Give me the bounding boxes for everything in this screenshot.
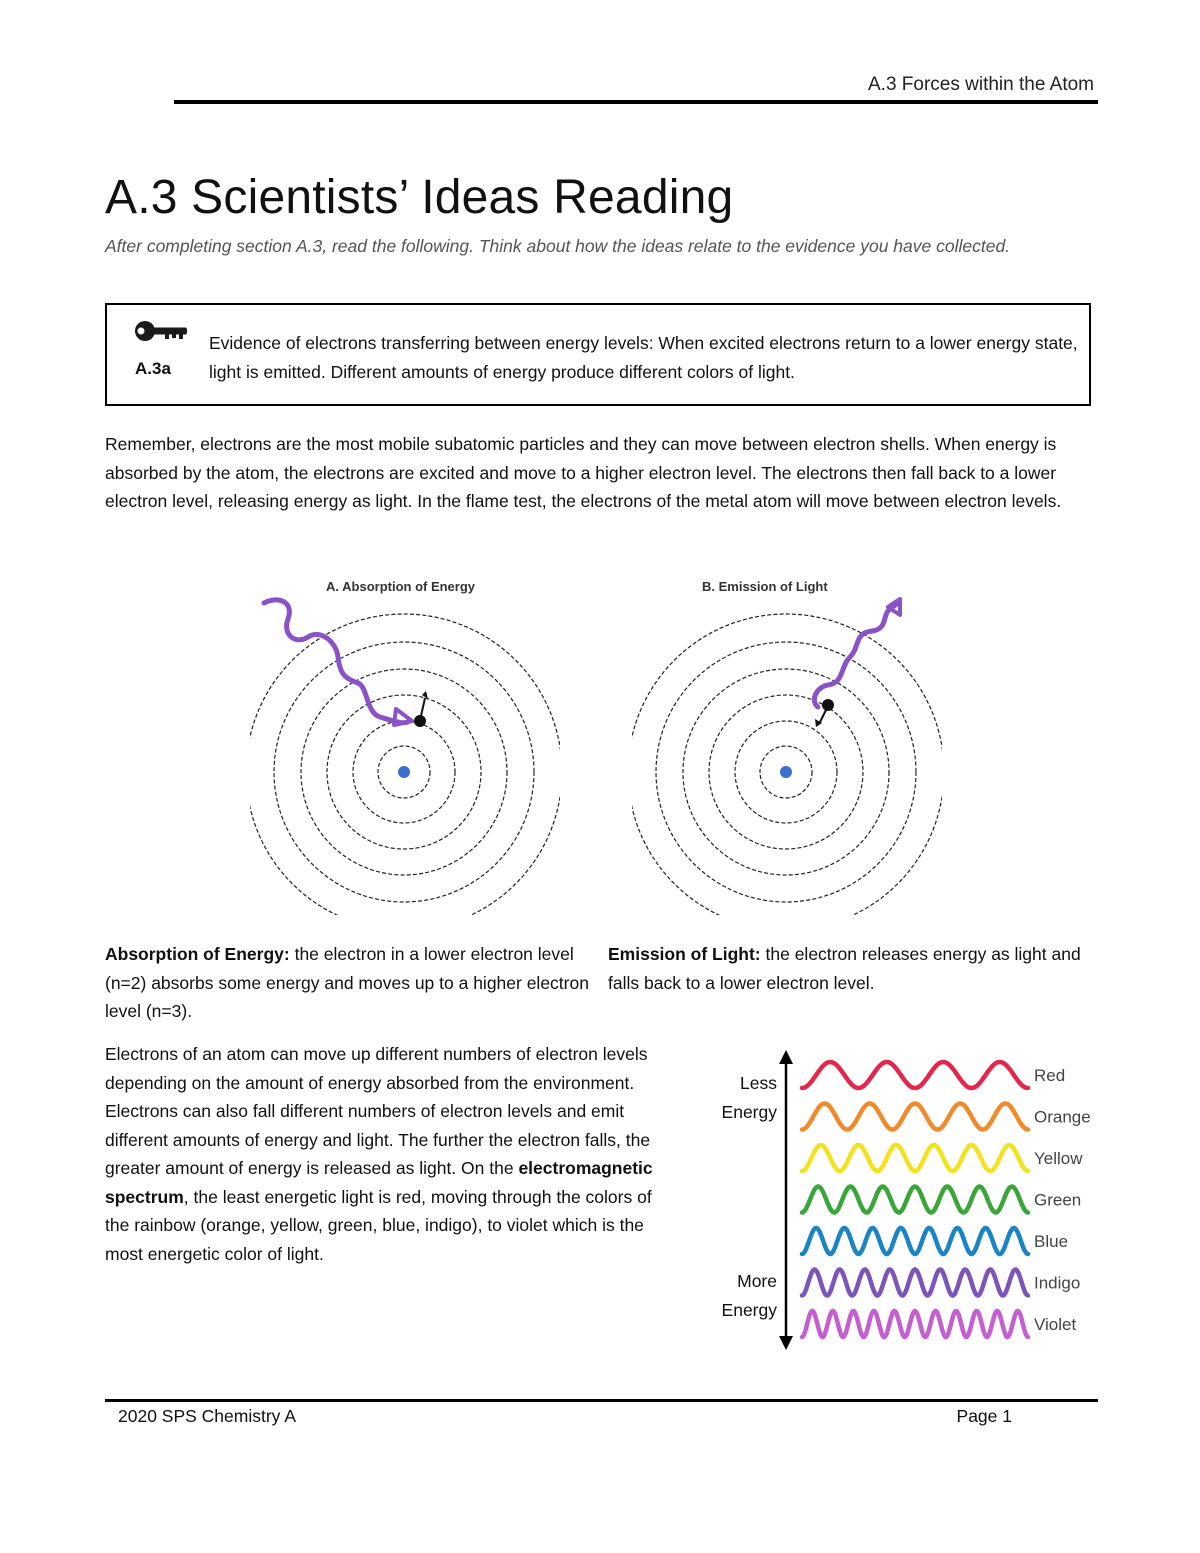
- absorption-caption-term: Absorption of Energy:: [105, 944, 290, 964]
- page-subtitle: After completing section A.3, read the following. Think about how the ideas relate to the evidence you have collected.: [105, 236, 1011, 256]
- wave-label-orange: Orange: [1034, 1107, 1091, 1127]
- energy-spectrum-figure: [774, 1050, 1104, 1350]
- wave-indigo: [802, 1270, 1028, 1296]
- spectrum-paragraph-part2: , the least energetic light is red, moving through the colors of the rainbow (orange, yellow, green, blue, indigo), to violet which is the most energetic color of light.: [105, 1186, 652, 1264]
- intro-paragraph: Remember, electrons are the most mobile subatomic particles and they can move between electron shells. When energy is absorbed by the atom, the electrons are excited and move to a higher electron level. The electrons then fall back to a lower electron level, releasing energy as light. In the flame test, the electrons of the metal atom will move between electron levels.: [105, 434, 1062, 511]
- wave-orange: [802, 1104, 1028, 1130]
- key-idea-code: A.3a: [135, 359, 171, 378]
- wave-blue: [802, 1228, 1028, 1254]
- wave-label-blue: Blue: [1034, 1232, 1069, 1251]
- more-energy-label: More Energy: [721, 1271, 777, 1320]
- absorption-caption-text: the electron in a lower electron level (n=2) absorbs some energy and moves up to a higher electron level (n=3).: [105, 944, 589, 1021]
- footer-rule: [105, 1399, 1098, 1402]
- emission-diagram-title: B. Emission of Light: [702, 579, 828, 594]
- wave-label-red: Red: [1034, 1066, 1066, 1085]
- spectrum-term: electromagnetic spectrum: [105, 1158, 653, 1207]
- footer-page-number: Page 1: [956, 1406, 1012, 1426]
- incoming-photon-wave: [264, 600, 410, 723]
- key-idea-text: Evidence of electrons transferring between energy levels: When excited electrons return to a lower energy state, light is emitted. Different amounts of energy produce different colors of light.: [209, 333, 1078, 382]
- energy-axis-arrow: [779, 1050, 793, 1350]
- less-energy-label: Less Energy: [721, 1073, 777, 1122]
- wave-label-indigo: Indigo: [1034, 1273, 1081, 1293]
- spectrum-paragraph: [105, 1040, 665, 1268]
- emission-caption-term: Emission of Light:: [608, 944, 761, 964]
- emitted-photon-wave: [814, 603, 898, 707]
- emission-caption-text: the electron releases energy as light and falls back to a lower electron level.: [608, 944, 1081, 993]
- footer-course: 2020 SPS Chemistry A: [118, 1406, 296, 1426]
- nucleus: [398, 766, 410, 778]
- running-header: A.3 Forces within the Atom: [868, 74, 1094, 95]
- electron: [414, 715, 426, 727]
- electron-shells: [250, 614, 560, 915]
- wave-violet: [802, 1311, 1028, 1337]
- wave-red: [802, 1062, 1028, 1088]
- electron-shells: [632, 614, 942, 915]
- emission-diagram: [632, 595, 942, 915]
- wave-label-violet: Violet: [1034, 1315, 1077, 1334]
- color-waves: [802, 1062, 1091, 1337]
- electron: [822, 699, 834, 711]
- wave-label-green: Green: [1034, 1190, 1082, 1210]
- wave-label-yellow: Yellow: [1034, 1149, 1083, 1168]
- nucleus: [780, 766, 792, 778]
- absorption-diagram-title: A. Absorption of Energy: [326, 579, 476, 594]
- spectrum-paragraph-part1: Electrons of an atom can move up different numbers of electron levels depending on the amount of energy absorbed from the environment. Electrons can also fall different numbers of electron levels and emit different amounts of energy and light. The further the electron falls, the greater amount of energy is released as light. On the: [105, 1044, 651, 1178]
- key-idea-box: [105, 303, 1091, 406]
- emission-caption: [608, 940, 1098, 997]
- absorption-caption: [105, 940, 595, 1026]
- key-icon: [133, 318, 189, 348]
- wave-green: [802, 1187, 1028, 1213]
- header-rule: [174, 100, 1098, 104]
- wave-yellow: [802, 1145, 1028, 1171]
- page-title: A.3 Scientists’ Ideas Reading: [105, 171, 734, 224]
- absorption-diagram: [250, 595, 560, 915]
